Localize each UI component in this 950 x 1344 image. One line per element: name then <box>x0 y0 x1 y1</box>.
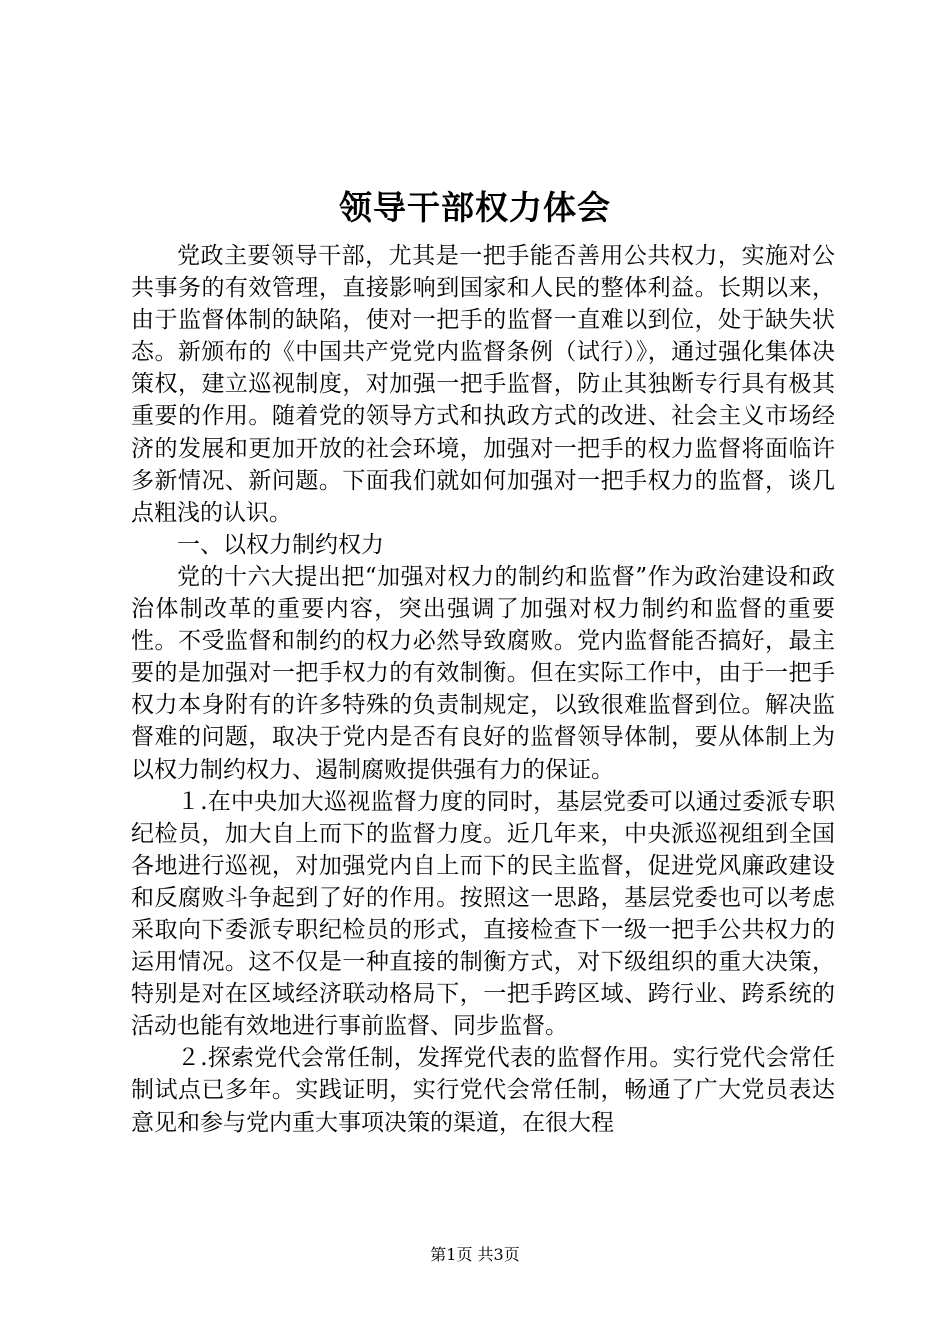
paragraph-intro: 党政主要领导干部，尤其是一把手能否善用公共权力，实施对公共事务的有效管理，直接影响到国家和人民的整体利益。长期以来，由于监督体制的缺陷，使对一把手的监督一直难以到位，处于缺失状态。新颁布的《中国共产党党内监督条例（试行）》，通过强化集体决策权，建立巡视制度，对加强一把手监督，防止其独断专行具有极其重要的作用。随着党的领导方式和执政方式的改进、社会主义市场经济的发展和更加开放的社会环境，加强对一把手的权力监督将面临许多新情况、新问题。下面我们就如何加强对一把手权力的监督，谈几点粗浅的认识。 <box>131 243 835 526</box>
document-body <box>131 240 835 1139</box>
document-title: 领导干部权力体会 <box>339 188 611 227</box>
paragraph-point-two: ２.探索党代会常任制，发挥党代表的监督作用。实行党代会常任制试点已多年。实践证明，实行党代会常任制，畅通了广大党员表达意见和参与党内重大事项决策的渠道，在很大程 <box>131 1045 835 1136</box>
paragraph-section-one: 党的十六大提出把“加强对权力的制约和监督”作为政治建设和政治体制改革的重要内容，突出强调了加强对权力制约和监督的重要性。不受监督和制约的权力必然导致腐败。党内监督能否搞好，最主要的是加强对一把手权力的有效制衡。但在实际工作中，由于一把手权力本身附有的许多特殊的负责制规定，以致很难监督到位。解决监督难的问题，取决于党内是否有良好的监督领导体制，要从体制上为以权力制约权力、遏制腐败提供强有力的保证。 <box>131 563 835 783</box>
page-footer: 第1页 共3页 <box>430 1245 520 1264</box>
section-heading: 一、以权力制约权力 <box>177 531 384 558</box>
paragraph-point-one: １.在中央加大巡视监督力度的同时，基层党委可以通过委派专职纪检员，加大自上而下的监督力度。近几年来，中央派巡视组到全国各地进行巡视，对加强党内自上而下的民主监督，促进党风廉政建设和反腐败斗争起到了好的作用。按照这一思路，基层党委也可以考虑采取向下委派专职纪检员的形式，直接检查下一级一把手公共权力的运用情况。这不仅是一种直接的制衡方式，对下级组织的重大决策，特别是对在区域经济联动格局下，一把手跨区域、跨行业、跨系统的活动也能有效地进行事前监督、同步监督。 <box>131 788 835 1040</box>
